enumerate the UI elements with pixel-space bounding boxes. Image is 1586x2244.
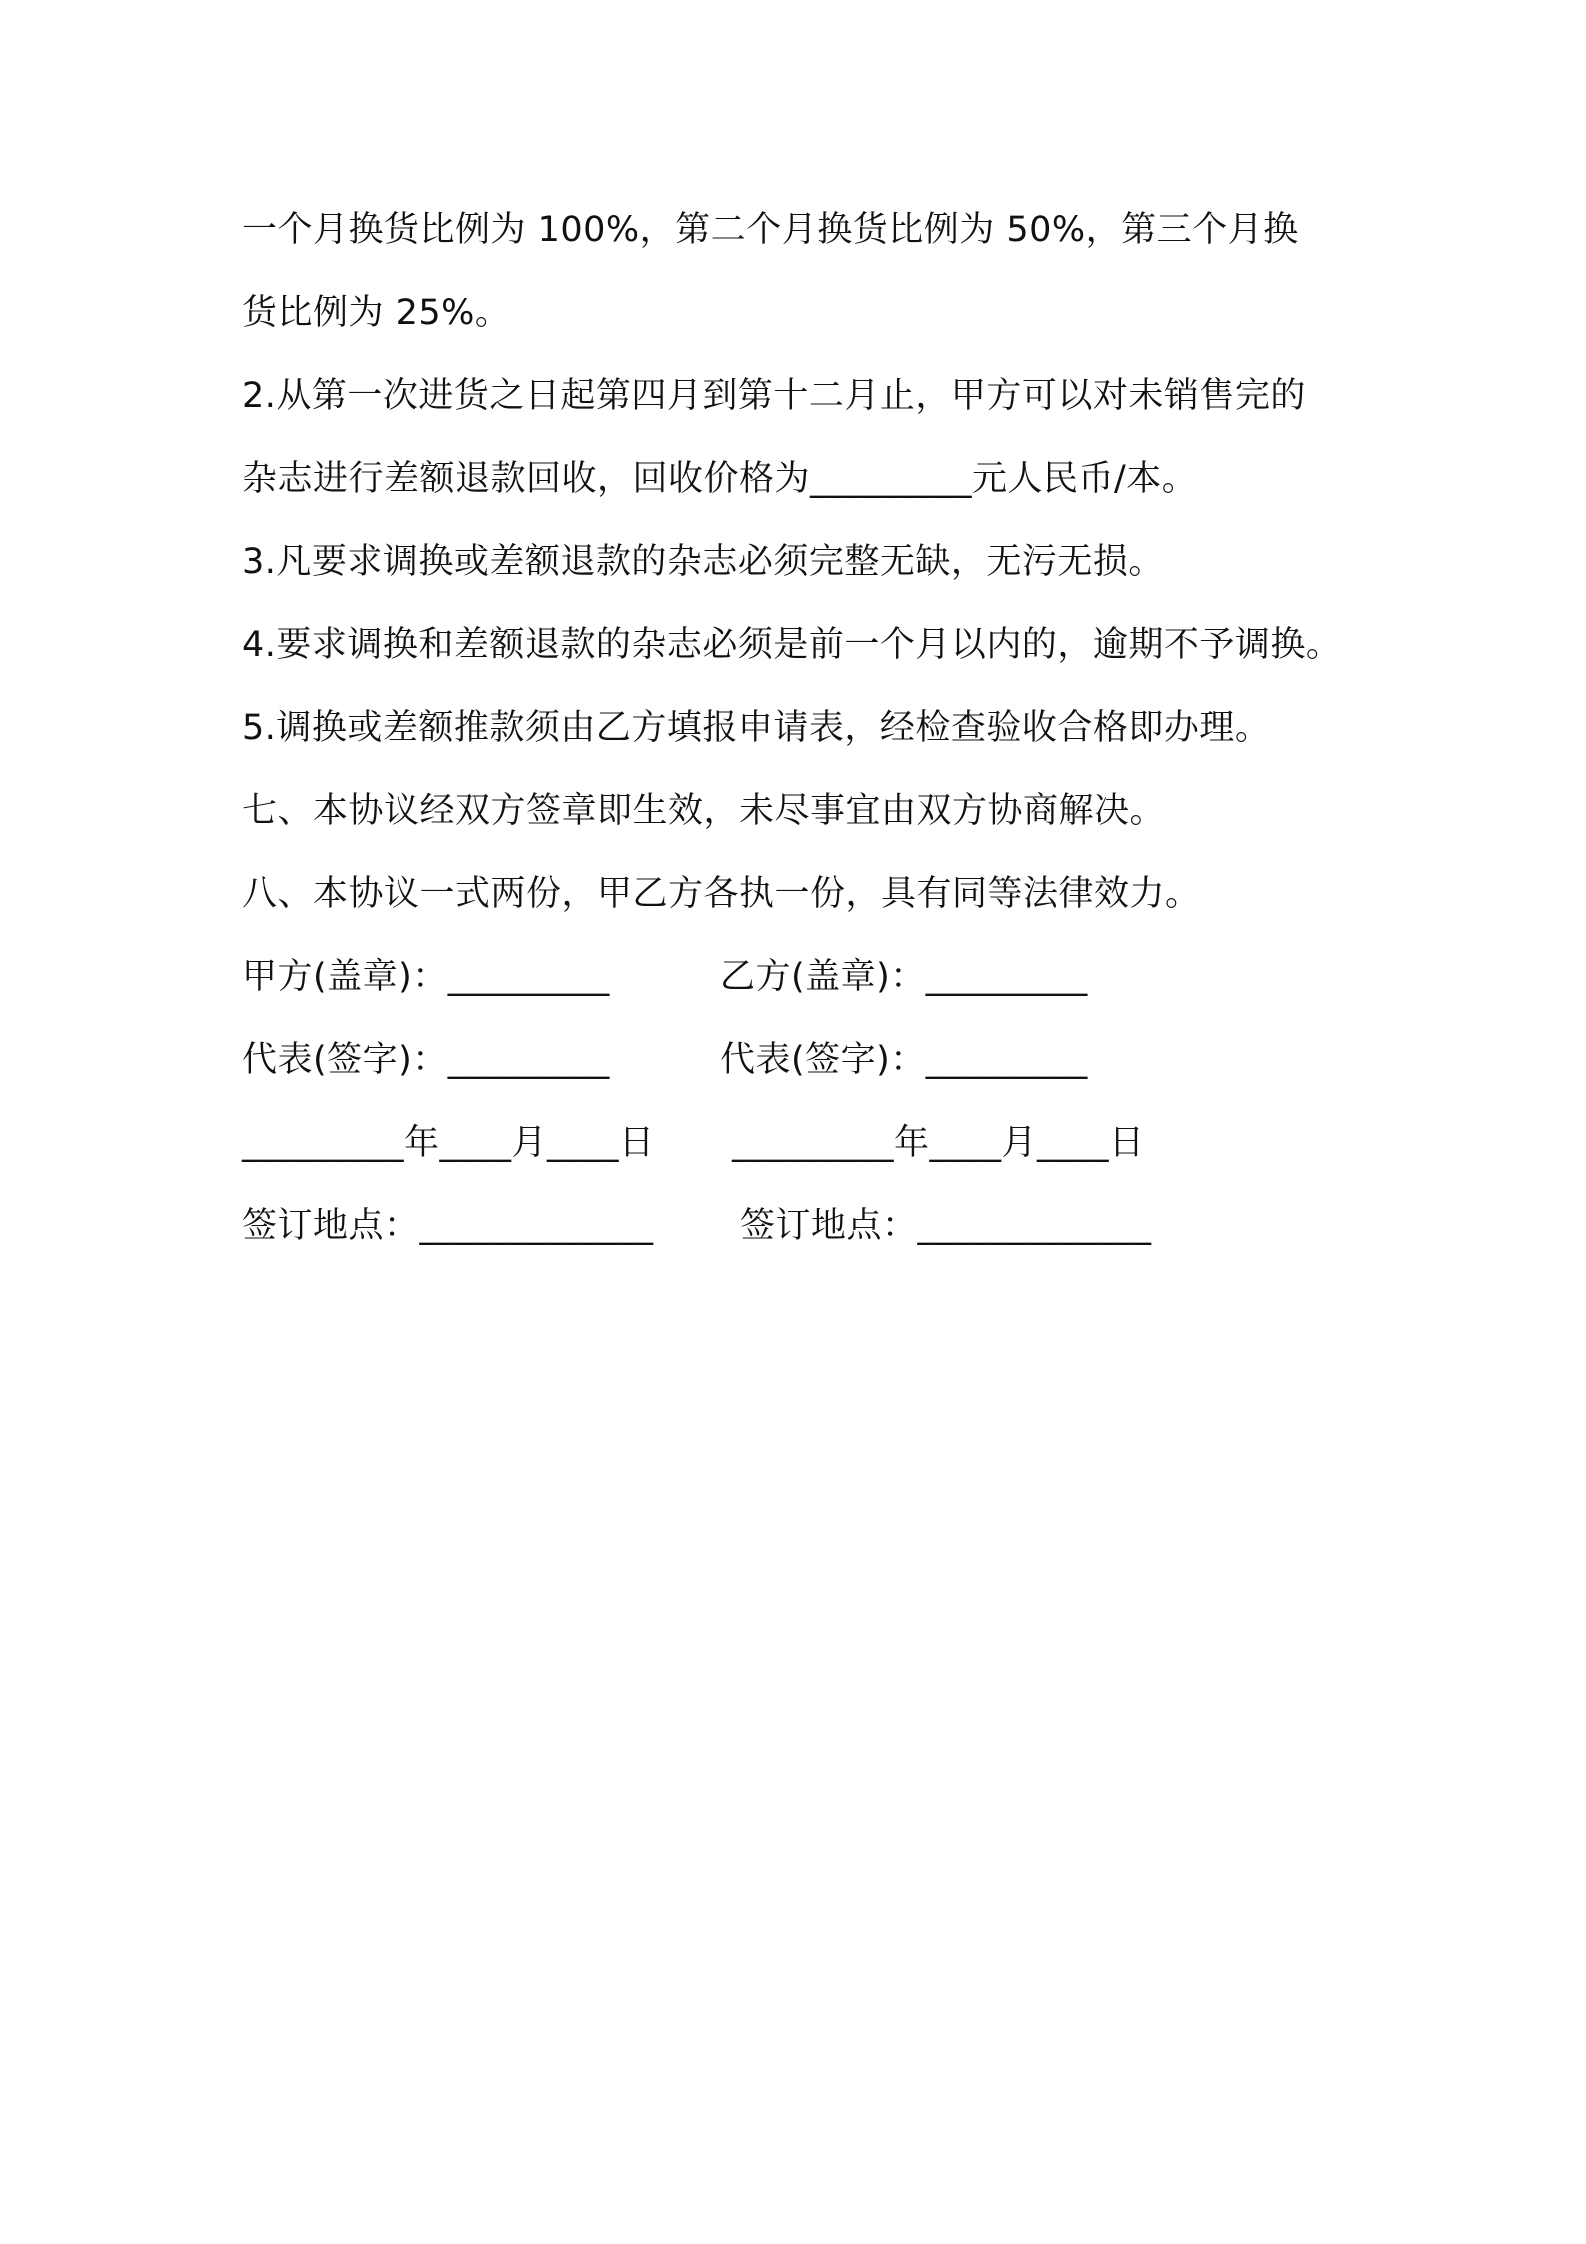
paragraph-line: 4.要求调换和差额退款的杂志必须是前一个月以内的，逾期不予调换。 bbox=[242, 625, 1342, 665]
party-a-place: 签订地点：_____________ bbox=[242, 1206, 654, 1246]
party-b-place: 签订地点：_____________ bbox=[740, 1206, 1152, 1246]
paragraph-line: 七、本协议经双方签章即生效，未尽事宜由双方协商解决。 bbox=[242, 791, 1166, 831]
paragraph-line: 货比例为 25%。 bbox=[242, 293, 511, 333]
paragraph-line: 3.凡要求调换或差额退款的杂志必须完整无缺，无污无损。 bbox=[242, 542, 1164, 582]
party-b-representative: 代表(签字)：_________ bbox=[720, 1040, 1088, 1080]
paragraph-line: 2.从第一次进货之日起第四月到第十二月止，甲方可以对未销售完的 bbox=[242, 376, 1306, 416]
party-a-representative: 代表(签字)：_________ bbox=[242, 1040, 610, 1080]
paragraph-line: 杂志进行差额退款回收，回收价格为_________元人民币/本。 bbox=[242, 459, 1198, 499]
party-a-date: _________年____月____日 bbox=[242, 1123, 655, 1163]
paragraph-line: 一个月换货比例为 100%，第二个月换货比例为 50%，第三个月换 bbox=[242, 210, 1299, 250]
party-b-date: _________年____月____日 bbox=[732, 1123, 1145, 1163]
party-a-seal: 甲方(盖章)：_________ bbox=[242, 957, 610, 997]
paragraph-line: 八、本协议一式两份，甲乙方各执一份，具有同等法律效力。 bbox=[242, 874, 1201, 914]
paragraph-line: 5.调换或差额推款须由乙方填报申请表，经检查验收合格即办理。 bbox=[242, 708, 1271, 748]
party-b-seal: 乙方(盖章)：_________ bbox=[720, 957, 1088, 997]
